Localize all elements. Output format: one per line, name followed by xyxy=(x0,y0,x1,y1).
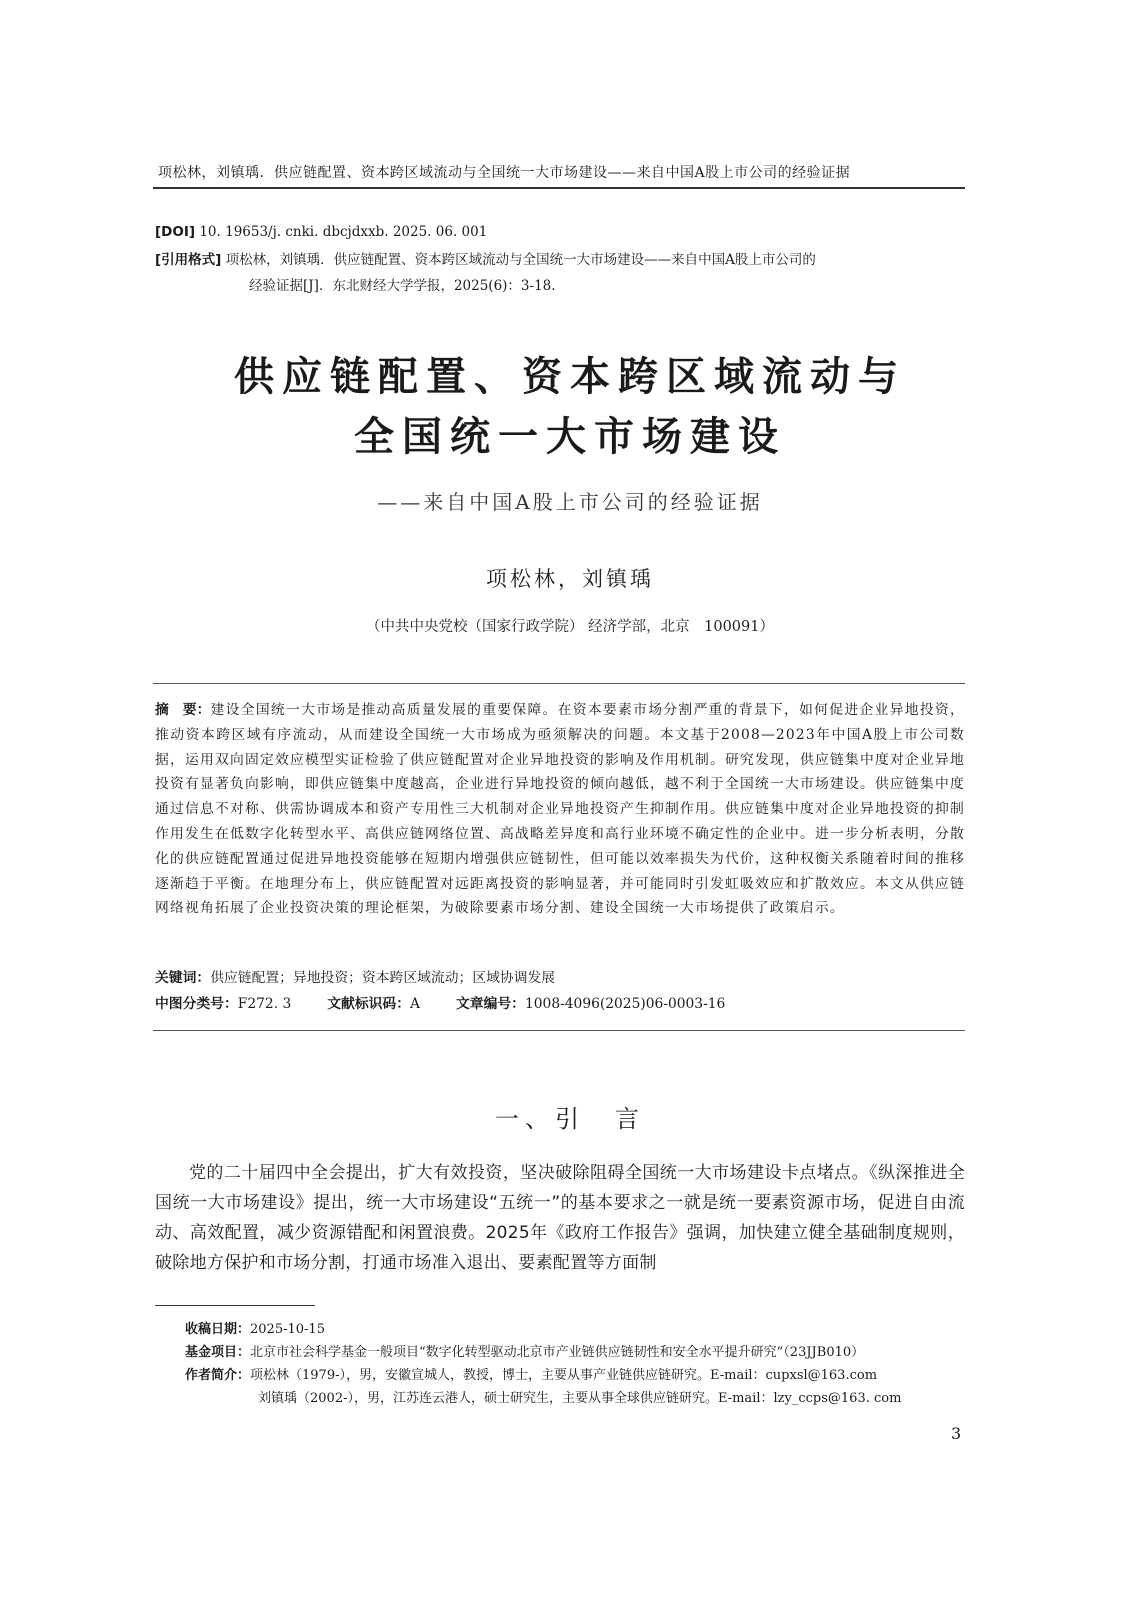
received-label: 收稿日期： xyxy=(185,1322,251,1337)
footnote-author-1 xyxy=(185,1364,877,1383)
keywords xyxy=(155,966,555,986)
citation-text-1: 项松林，刘镇瑀．供应链配置、资本跨区域流动与全国统一大市场建设——来自中国A股上市公司的 xyxy=(221,252,816,268)
abstract-label: 摘 要： xyxy=(155,702,211,718)
keywords-text: 供应链配置；异地投资；资本跨区域流动；区域协调发展 xyxy=(210,970,556,986)
received-value: 2025-10-15 xyxy=(250,1322,325,1337)
footnote-received xyxy=(185,1318,325,1337)
abstract-text: 建设全国统一大市场是推动高质量发展的重要保障。在资本要素市场分割严重的背景下，如何促进企业异地投资，推动资本跨区域有序流动，从而建设全国统一大市场成为亟须解决的问题。本文基于2008—2023年中国A股上市公司数据，运用双向固定效应模型实证检验了供应链配置对企业异地投资的影响及作用机制。研究发现，供应链集中度对企业异地投资有显著负向影响，即供应链集中度越高，企业进行异地投资的倾向越低，越不利于全国统一大市场建设。供应链集中度通过信息不对称、供需协调成本和资产专用性三大机制对企业异地投资产生抑制作用。供应链集中度对企业异地投资的抑制作用发生在低数字化转型水平、高供应链网络位置、高战略差异度和高行业环境不确定性的企业中。进一步分析表明，分散化的供应链配置通过促进异地投资能够在短期内增强供应链韧性，但可能以效率损失为代价，这种权衡关系随着时间的推移逐渐趋于平衡。在地理分布上，供应链配置对远距离投资的影响显著，并可能同时引发虹吸效应和扩散效应。本文从供应链网络视角拓展了企业投资决策的理论框架，为破除要素市场分割、建设全国统一大市场提供了政策启示。 xyxy=(155,702,965,917)
doi-label: [DOI] xyxy=(155,224,196,240)
footnote-rule xyxy=(155,1305,315,1306)
doi-value[interactable]: 10. 19653/j. cnki. dbcjdxxb. 2025. 06. 001 xyxy=(195,224,488,240)
header-rule xyxy=(153,187,965,189)
footnote-fund xyxy=(185,1341,864,1360)
paper-subtitle: ——来自中国A股上市公司的经验证据 xyxy=(377,490,763,514)
running-head: 项松林，刘镇瑀．供应链配置、资本跨区域流动与全国统一大市场建设——来自中国A股上市公司的经验证据 xyxy=(158,165,851,181)
citation-line-2: 经验证据[J]．东北财经大学学报，2025(6)：3-18. xyxy=(249,278,556,294)
classification-line xyxy=(155,992,725,1012)
body-paragraph: 党的二十届四中全会提出，扩大有效投资，坚决破除阻碍全国统一大市场建设卡点堵点。《纵深推进全国统一大市场建设》提出，统一大市场建设“五统一”的基本要求之一就是统一要素资源市场，促进自由流动、高效配置，减少资源错配和闲置浪费。2025年《政府工作报告》强调，加快建立健全基础制度规则，破除地方保护和市场分割，打通市场准入退出、要素配置等方面制 xyxy=(155,1163,965,1273)
abstract-bottom-rule xyxy=(153,1030,965,1031)
clc-value: F272. 3 xyxy=(237,996,292,1012)
doc-code-label: 文献标识码： xyxy=(327,996,411,1012)
doc-code-value: A xyxy=(410,996,420,1012)
page-number: 3 xyxy=(951,1424,962,1443)
fund-value: 北京市社会科学基金一般项目“数字化转型驱动北京市产业链供应链韧性和安全水平提升研究”（23JJB010） xyxy=(250,1345,865,1360)
article-no-label: 文章编号： xyxy=(456,996,525,1012)
citation-label: [引用格式] xyxy=(155,252,222,268)
author-list: 项松林，刘镇瑀 xyxy=(486,567,654,591)
article-no-value: 1008-4096(2025)06-0003-16 xyxy=(524,996,726,1012)
affiliation: （中共中央党校（国家行政学院） 经济学部，北京 100091） xyxy=(366,619,774,635)
clc-label: 中图分类号： xyxy=(155,996,238,1012)
author-bio-label: 作者简介： xyxy=(185,1368,251,1383)
footnote-author-2: 刘镇瑀（2002-），男，江苏连云港人，硕士研究生，主要从事全球供应链研究。E-mail：lzy_ccps@163. com xyxy=(258,1391,902,1406)
paper-title-line-2: 全国统一大市场建设 xyxy=(354,413,786,460)
keywords-label: 关键词： xyxy=(155,970,211,986)
abstract xyxy=(155,698,965,921)
paper-title-line-1: 供应链配置、资本跨区域流动与 xyxy=(234,353,906,400)
section-heading: 一、引 言 xyxy=(495,1105,645,1133)
citation-line-1 xyxy=(155,248,816,268)
abstract-top-rule xyxy=(153,683,965,684)
fund-label: 基金项目： xyxy=(185,1345,251,1360)
doi-line xyxy=(155,224,487,240)
author-bio-1: 项松林（1979-），男，安徽宣城人，教授，博士，主要从事产业链供应链研究。E-mail：cupxsl@163.com xyxy=(250,1368,878,1383)
